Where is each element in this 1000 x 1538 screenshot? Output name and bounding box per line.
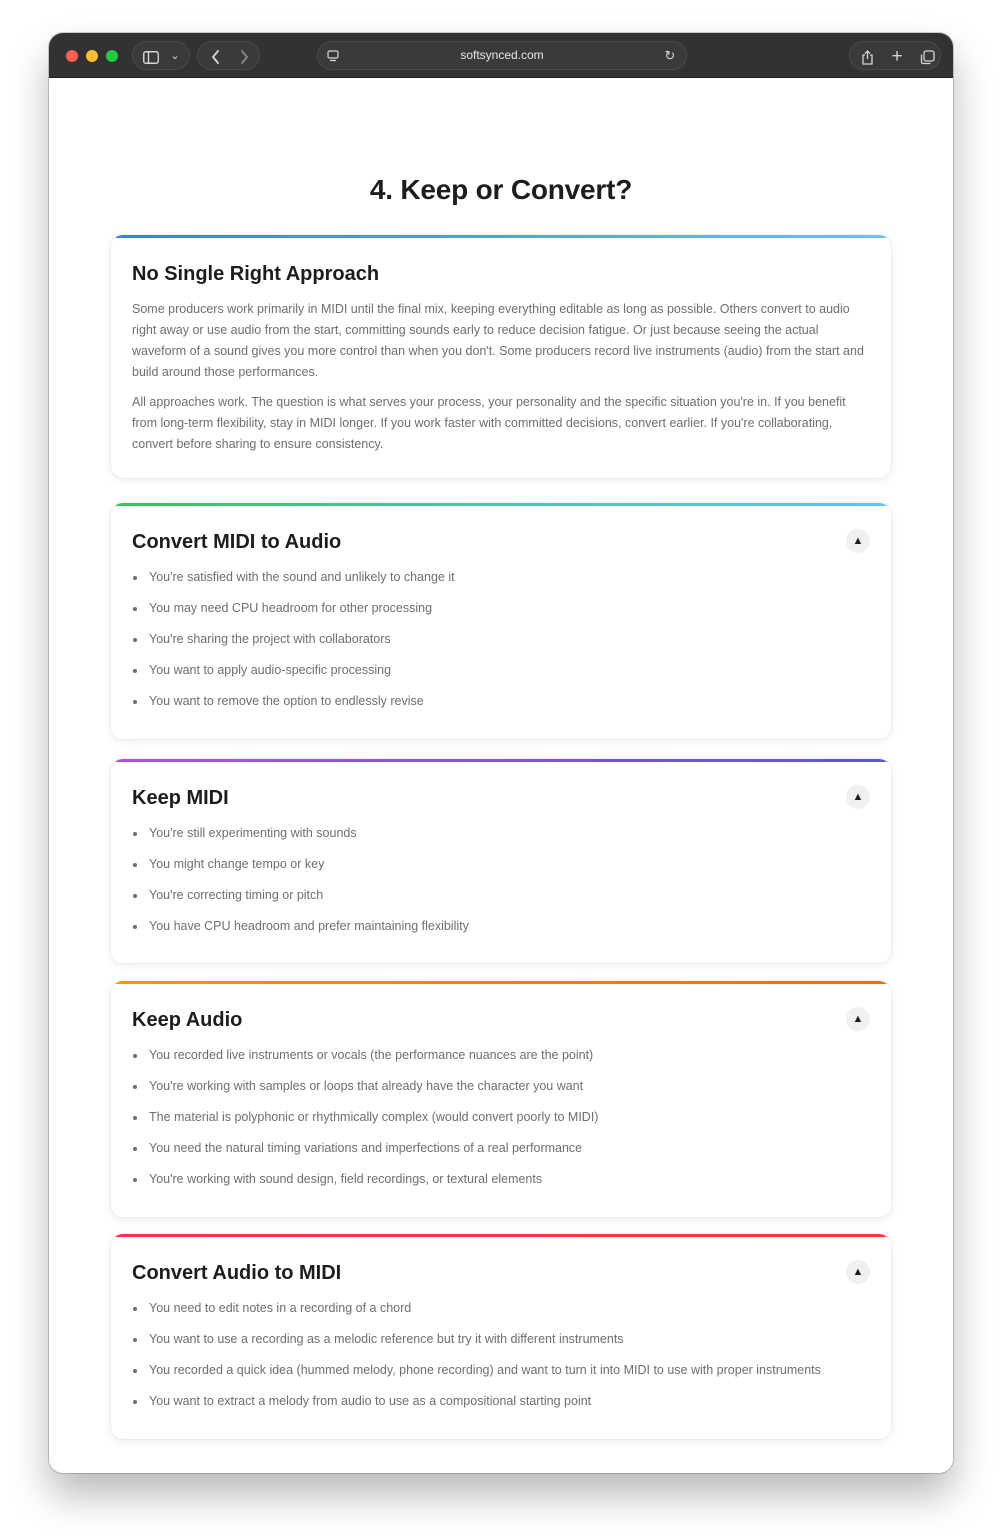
list-item: You're sharing the project with collaborators: [132, 631, 872, 662]
section-convert-audio-to-midi: [111, 1234, 891, 1439]
sidebar-toggle-button[interactable]: [132, 41, 190, 70]
url-text: softsynced.com: [460, 48, 544, 62]
close-window-button[interactable]: [66, 50, 78, 62]
zoom-window-button[interactable]: [106, 50, 118, 62]
new-tab-icon[interactable]: +: [891, 46, 903, 67]
list-item: You need the natural timing variations and imperfections of a real performance: [132, 1140, 872, 1171]
browser-toolbar: [49, 33, 953, 78]
list-item: You have CPU headroom and prefer maintaining flexibility: [132, 918, 872, 949]
window-actions: [849, 41, 941, 70]
navigation-buttons: [197, 41, 260, 70]
intro-paragraph: All approaches work. The question is what serves your process, your personality and the specific situation you're in. If you benefit from long-term flexibility, stay in MIDI longer. If you work faster with committed decisions, convert earlier. If you're collaborating, convert before sharing to ensure consistency.: [132, 395, 846, 451]
section-accent-bar: [111, 503, 891, 506]
list-item: You want to use a recording as a melodic reference but try it with different instruments: [132, 1331, 872, 1362]
intro-card: [111, 235, 891, 478]
list-item: You need to edit notes in a recording of a chord: [132, 1300, 872, 1331]
minimize-window-button[interactable]: [86, 50, 98, 62]
collapse-toggle-button[interactable]: ▲: [846, 785, 870, 809]
reason-list: [132, 825, 872, 949]
list-item: You're working with sound design, field recordings, or textural elements: [132, 1171, 872, 1202]
collapse-toggle-button[interactable]: ▲: [846, 1260, 870, 1284]
share-icon[interactable]: [856, 42, 878, 71]
collapse-toggle-button[interactable]: ▲: [846, 529, 870, 553]
section-heading: Convert Audio to MIDI: [132, 1262, 342, 1284]
reload-icon[interactable]: ↻: [664, 48, 676, 63]
list-item: You recorded a quick idea (hummed melody, phone recording) and want to turn it into MIDI to use with proper instruments: [132, 1362, 872, 1393]
section-accent-bar: [111, 1234, 891, 1237]
address-bar[interactable]: [317, 41, 687, 70]
list-item: You're satisfied with the sound and unlikely to change it: [132, 569, 872, 600]
list-item: You might change tempo or key: [132, 856, 872, 887]
reason-list: [132, 1047, 872, 1202]
list-item: You're correcting timing or pitch: [132, 887, 872, 918]
browser-window: [49, 33, 953, 1473]
section-heading: Keep Audio: [132, 1009, 243, 1031]
tab-overview-icon[interactable]: [916, 42, 938, 71]
list-item: You recorded live instruments or vocals (the performance nuances are the point): [132, 1047, 872, 1078]
section-heading: Convert MIDI to Audio: [132, 531, 342, 553]
section-accent-bar: [111, 759, 891, 762]
list-item: The material is polyphonic or rhythmically complex (would convert poorly to MIDI): [132, 1109, 872, 1140]
back-button[interactable]: [204, 42, 226, 71]
sidebar-icon: [141, 42, 161, 71]
section-convert-midi-to-audio: [111, 503, 891, 739]
section-accent-bar: [111, 981, 891, 984]
list-item: You want to extract a melody from audio to use as a compositional starting point: [132, 1393, 872, 1424]
forward-button[interactable]: [233, 42, 255, 71]
list-item: You want to remove the option to endlessly revise: [132, 693, 872, 724]
collapse-toggle-button[interactable]: ▲: [846, 1007, 870, 1031]
list-item: You're still experimenting with sounds: [132, 825, 872, 856]
list-item: You may need CPU headroom for other processing: [132, 600, 872, 631]
reason-list: [132, 569, 872, 724]
section-keep-midi: [111, 759, 891, 963]
list-item: You want to apply audio-specific processing: [132, 662, 872, 693]
intro-accent-bar: [111, 235, 891, 238]
page-title: 4. Keep or Convert?: [369, 174, 633, 205]
page-content: [49, 78, 953, 1473]
section-keep-audio: [111, 981, 891, 1217]
section-heading: Keep MIDI: [132, 787, 229, 809]
reason-list: [132, 1300, 872, 1424]
chevron-down-icon[interactable]: ⌄: [170, 50, 180, 62]
list-item: You're working with samples or loops that already have the character you want: [132, 1078, 872, 1109]
intro-paragraph: Some producers work primarily in MIDI until the final mix, keeping everything editable as long as possible. Others convert to audio right away or use audio from the start, committing sounds early to reduce decision fatigue. Or just because seeing the actual waveform of a sound gives you more control than when you don't. Some producers record live instruments (audio) from the start and build around those performances.: [132, 302, 864, 379]
intro-heading: No Single Right Approach: [132, 263, 380, 285]
